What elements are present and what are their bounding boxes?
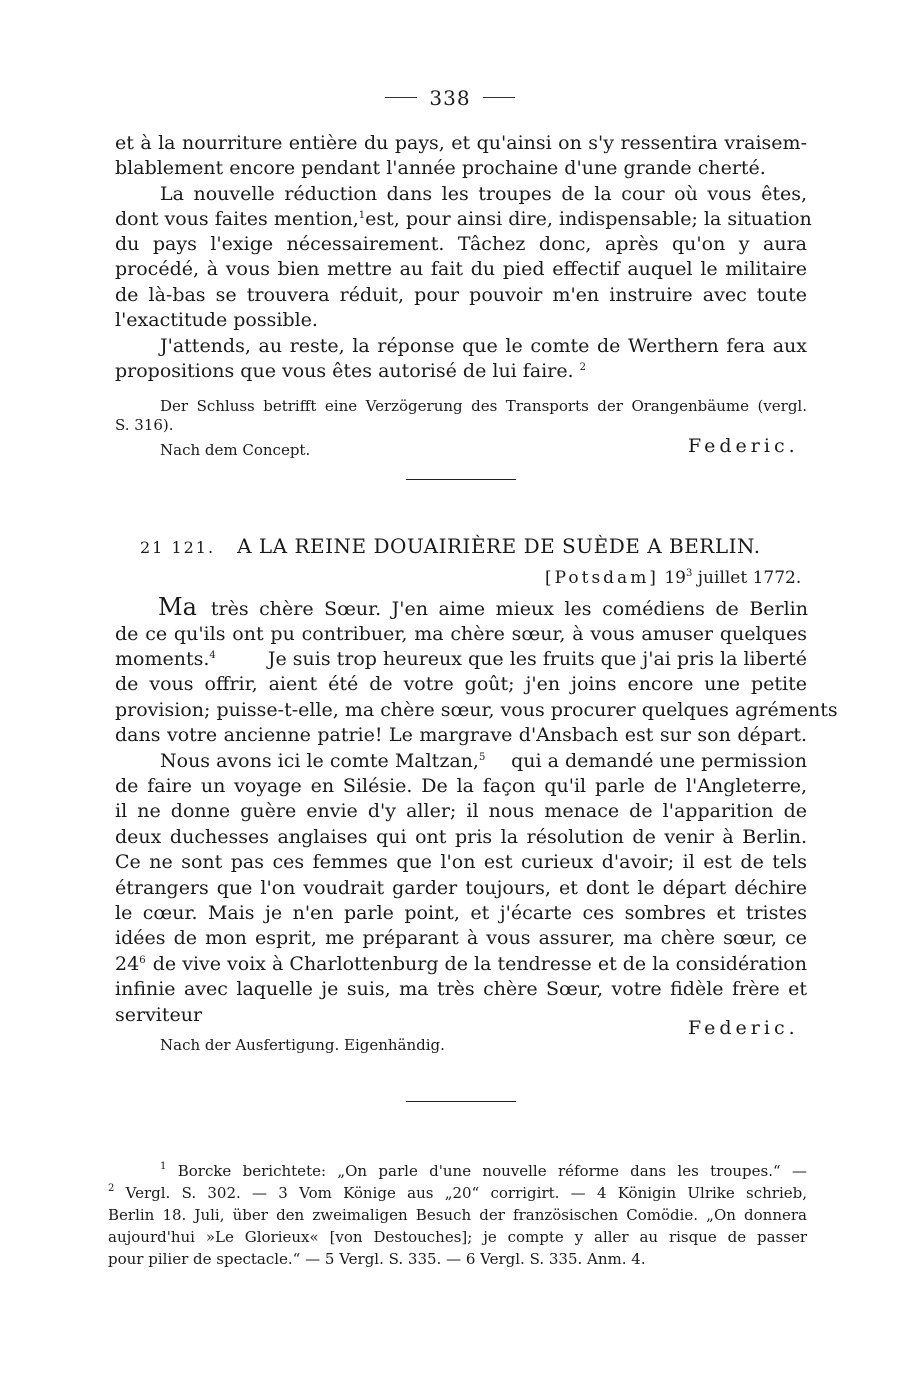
body-line: infinie avec laquelle je suis, ma très chère Sœur, votre fidèle frère et	[115, 978, 807, 1000]
footnote-text: Vergl. S. 302. — 3 Vom Könige aus „20“ corrigirt. — 4 Königin Ulrike schrieb,	[125, 1184, 807, 1202]
footnote-ref: 1	[358, 210, 366, 221]
body-line	[160, 749, 807, 774]
body-line: J'attends, au reste, la réponse que le comte de Werthern fera aux	[160, 335, 807, 357]
body-line: de faire un voyage en Silésie. De la façon qu'il parle de l'Angleterre,	[115, 775, 807, 797]
footnote-line: Berlin 18. Juli, über den zweimaligen Besuch der französischen Comödie. „On donnera	[108, 1206, 807, 1224]
editorial-note-line: S. 316).	[115, 416, 174, 434]
footnote-mark: 1	[160, 1161, 167, 1172]
body-line: le cœur. Mais je n'en parle point, et j'écarte ces sombres et tristes	[115, 902, 807, 924]
letter-heading	[140, 534, 790, 558]
body-line	[115, 359, 807, 384]
body-line: du pays l'exige nécessairement. Tâchez donc, après qu'on y aura	[115, 233, 807, 255]
letter-date-rest: juillet 1772.	[697, 568, 802, 588]
signature: Federic.	[688, 1017, 799, 1039]
letter-number: 21 121.	[140, 538, 216, 557]
letter-place: [Potsdam]	[545, 568, 659, 588]
initial-salutation: Ma	[158, 593, 197, 621]
body-line: idées de mon esprit, me préparant à vous assurer, ma chère sœur, ce	[115, 927, 807, 949]
body-line: il ne donne guère envie d'y aller; il nous menace de l'apparition de	[115, 800, 807, 822]
body-text: très chère Sœur. J'en aime mieux les comédiens de Berlin	[210, 598, 808, 620]
footnote-line	[160, 1161, 807, 1182]
footnote-line: pour pilier de spectacle.“ — 5 Vergl. S. 335. — 6 Vergl. S. 335. Anm. 4.	[108, 1250, 646, 1268]
letter-dateline	[545, 566, 801, 591]
body-line: de là-bas se trouvera réduit, pour pouvoir m'en instruire avec toute	[115, 284, 807, 306]
body-text: est, pour ainsi dire, indispensable; la situation	[365, 208, 812, 230]
body-line: de ce qu'ils ont pu contribuer, ma chère sœur, à vous amuser quelques	[115, 623, 807, 645]
footnote-line: aujourd'hui »Le Glorieux« [von Destouches]; je compte y aller au risque de passer	[108, 1228, 807, 1246]
section-divider	[406, 1101, 516, 1102]
body-line: Ce ne sont pas ces femmes que l'on est curieux d'avoir; il est de tels	[115, 851, 807, 873]
body-line	[115, 952, 807, 977]
body-line	[115, 207, 812, 232]
body-line: dans votre ancienne patrie! Le margrave d'Ansbach est sur son départ.	[115, 724, 807, 746]
footnote-ref: 5	[478, 752, 486, 763]
body-text: moments.	[115, 648, 210, 670]
body-line: procédé, à vous bien mettre au fait du pied effectif auquel le militaire	[115, 258, 807, 280]
footnote-ref: 4	[209, 650, 216, 661]
body-text: Nous avons ici le comte Maltzan,	[160, 750, 479, 772]
body-line: La nouvelle réduction dans les troupes de la cour où vous êtes,	[160, 183, 807, 205]
body-line: de vous offrir, aient été de votre goût; j'en joins encore une petite	[115, 673, 807, 695]
footnote-line	[108, 1183, 807, 1204]
body-line: et à la nourriture entière du pays, et qu'ainsi on s'y ressentira vraisem-	[115, 132, 807, 154]
body-line: serviteur	[115, 1004, 203, 1026]
body-text: dont vous faites mention,	[115, 208, 359, 230]
page-number: 338	[429, 86, 471, 110]
body-line: provision; puisse-t-elle, ma chère sœur, vous procurer quelques agréments	[115, 699, 838, 721]
body-line: étrangers que l'on voudrait garder toujours, et dont le départ déchire	[115, 877, 807, 899]
body-line: blablement encore pendant l'année prochaine d'une grande cherté.	[115, 157, 766, 179]
body-line: l'exactitude possible.	[115, 309, 318, 331]
body-text: Je suis trop heureux que les fruits que j'ai pris la liberté	[267, 648, 807, 670]
body-text: de vive voix à Charlottenburg de la tendresse et de la considération	[152, 953, 807, 975]
footnote-ref: 2	[579, 362, 587, 373]
source-note: Nach dem Concept.	[160, 441, 311, 459]
source-note: Nach der Ausfertigung. Eigenhändig.	[160, 1036, 445, 1054]
footnote-ref: 3	[686, 568, 693, 579]
page-header	[0, 86, 900, 110]
body-text: 24	[115, 953, 140, 975]
footnote-mark: 2	[108, 1183, 115, 1194]
letter-date: 19	[664, 568, 686, 588]
body-line	[158, 595, 808, 622]
header-dash-left	[385, 97, 417, 98]
body-line: deux duchesses anglaises qui ont pris la résolution de venir à Berlin.	[115, 826, 807, 848]
editorial-note-line: Der Schluss betrifft eine Verzögerung des Transports der Orangenbäume (vergl.	[160, 397, 807, 415]
body-line	[115, 647, 807, 672]
letter-title: A LA REINE DOUAIRIÈRE DE SUÈDE A BERLIN.	[237, 534, 761, 558]
signature: Federic.	[688, 435, 799, 457]
footnote-text: Borcke berichtete: „On parle d'une nouvelle réforme dans les troupes.“ —	[177, 1162, 807, 1180]
body-text: propositions que vous êtes autorisé de lui faire.	[115, 360, 574, 382]
header-dash-right	[483, 97, 515, 98]
footnote-ref: 6	[139, 955, 146, 966]
body-text: qui a demandé une permission	[511, 750, 807, 772]
section-divider	[406, 479, 516, 480]
